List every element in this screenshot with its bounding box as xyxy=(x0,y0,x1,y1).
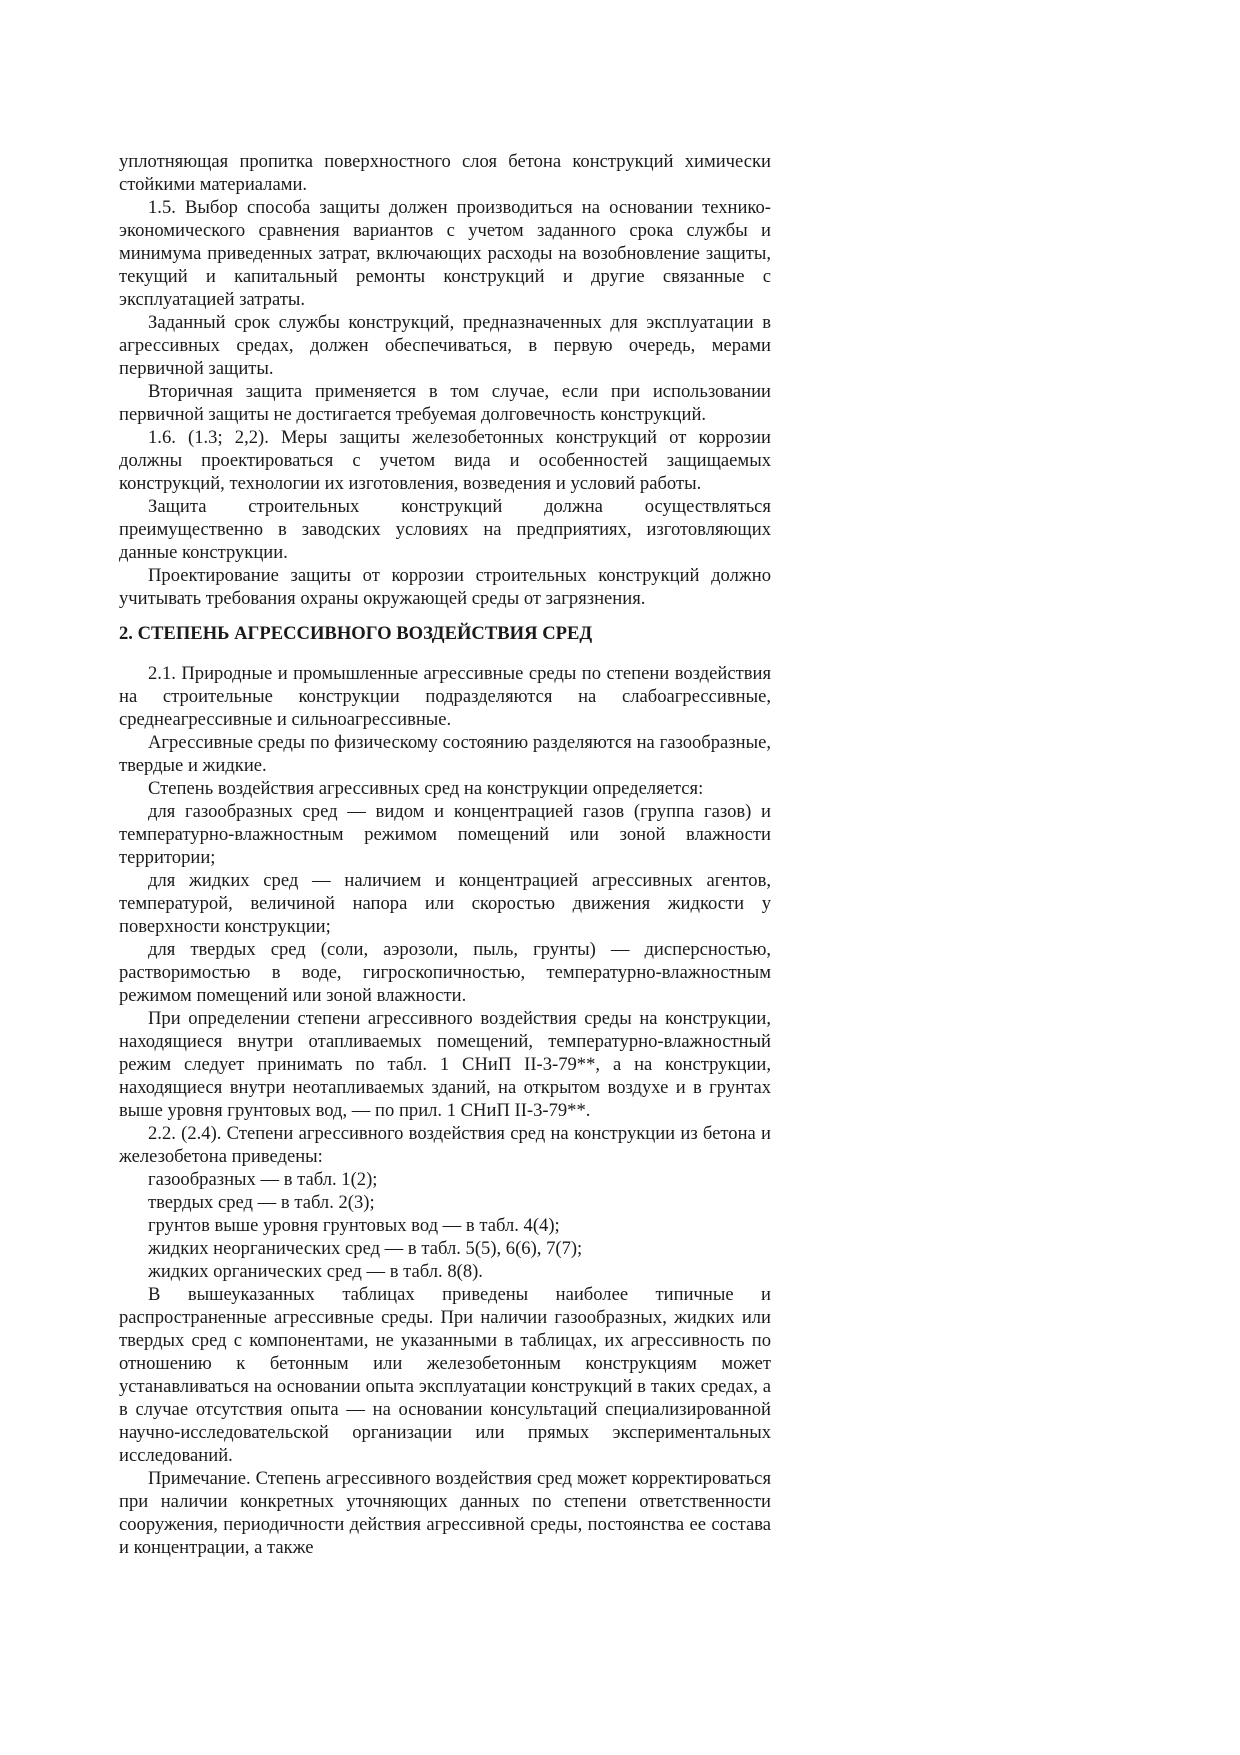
paragraph: В вышеуказанных таблицах приведены наиболее типичные и распространенные агрессивные среды. При наличии газообразных, жидких или твердых сред с компонентами, не указанными в таблицах, их агрессивность по отношению к бетонным или железобетонным конструкциям может устанавливаться на основании опыта эксплуатации конструкций в таких средах, а в случае отсутствия опыта — на основании консультаций специализированной научно-исследовательской организации или прямых экспериментальных исследований. xyxy=(119,1284,771,1466)
paragraph: При определении степени агрессивного воздействия среды на конструкции, находящиеся внутри отапливаемых помещений, температурно-влажностный режим следует принимать по табл. 1 СНиП II-3-79**, а на конструкции, находящиеся внутри неотапливаемых зданий, на открытом воздухе и в грунтах выше уровня грунтовых вод, — по прил. 1 СНиП II-3-79**. xyxy=(119,1008,771,1121)
note-paragraph: Примечание. Степень агрессивного воздействия сред может корректироваться при наличии конкретных уточняющих данных по степени ответственности сооружения, периодичности действия агрессивной среды, постоянства ее состава и концентрации, а также xyxy=(119,1468,771,1558)
paragraph: Защита строительных конструкций должна осуществляться преимущественно в заводских условиях на предприятиях, изготовляющих данные конструкции. xyxy=(119,496,771,563)
list-item: грунтов выше уровня грунтовых вод — в табл. 4(4); xyxy=(148,1215,560,1236)
paragraph: уплотняющая пропитка поверхностного слоя бетона конструкций химически стойкими материалами. xyxy=(119,151,771,195)
list-item: жидких неорганических сред — в табл. 5(5), 6(6), 7(7); xyxy=(148,1238,583,1259)
paragraph: 1.5. Выбор способа защиты должен производиться на основании технико-экономического сравнения вариантов с учетом заданного срока службы и минимума приведенных затрат, включающих расходы на возобновление защиты, текущий и капитальный ремонты конструкций и другие связанные с эксплуатацией затраты. xyxy=(119,197,771,310)
paragraph: для жидких сред — наличием и концентрацией агрессивных агентов, температурой, величиной напора или скоростью движения жидкости у поверхности конструкции; xyxy=(119,870,771,937)
paragraph: 2.1. Природные и промышленные агрессивные среды по степени воздействия на строительные конструкции подразделяются на слабоагрессивные, среднеагрессивные и сильноагрессивные. xyxy=(119,663,771,730)
paragraph: Проектирование защиты от коррозии строительных конструкций должно учитывать требования охраны окружающей среды от загрязнения. xyxy=(119,565,771,609)
list-item: твердых сред — в табл. 2(3); xyxy=(148,1192,375,1213)
paragraph: Агрессивные среды по физическому состоянию разделяются на газообразные, твердые и жидкие. xyxy=(119,732,771,776)
list-item: жидких органических сред — в табл. 8(8). xyxy=(148,1261,483,1282)
paragraph: Вторичная защита применяется в том случае, если при использовании первичной защиты не достигается требуемая долговечность конструкций. xyxy=(119,381,771,425)
document-page xyxy=(119,150,771,1559)
list-item: газообразных — в табл. 1(2); xyxy=(148,1169,378,1190)
paragraph: для твердых сред (соли, аэрозоли, пыль, грунты) — дисперсностью, растворимостью в воде, гигроскопичностью, температурно-влажностным режимом помещений или зоной влажности. xyxy=(119,939,771,1006)
paragraph: Заданный срок службы конструкций, предназначенных для эксплуатации в агрессивных средах, должен обеспечиваться, в первую очередь, мерами первичной защиты. xyxy=(119,312,771,379)
paragraph: 2.2. (2.4). Степени агрессивного воздействия сред на конструкции из бетона и железобетона приведены: xyxy=(119,1123,771,1167)
section-heading: 2. СТЕПЕНЬ АГРЕССИВНОГО ВОЗДЕЙСТВИЯ СРЕД xyxy=(119,623,593,644)
paragraph: 1.6. (1.3; 2,2). Меры защиты железобетонных конструкций от коррозии должны проектироваться с учетом вида и особенностей защищаемых конструкций, технологии их изготовления, возведения и условий работы. xyxy=(119,427,771,494)
paragraph: для газообразных сред — видом и концентрацией газов (группа газов) и температурно-влажностным режимом помещений или зоной влажности территории; xyxy=(119,801,771,868)
paragraph: Степень воздействия агрессивных сред на конструкции определяется: xyxy=(148,778,704,799)
